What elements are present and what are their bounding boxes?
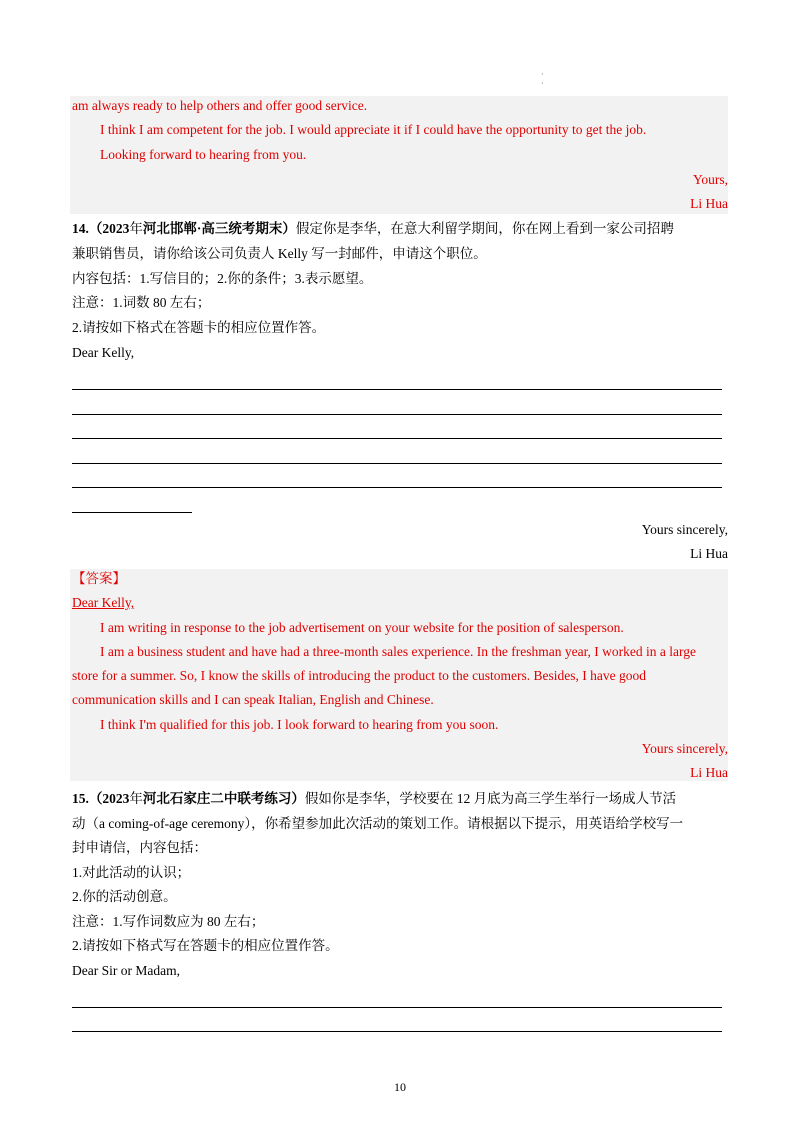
q15-source-open: （2023 [88, 791, 130, 806]
answer-line [72, 1031, 722, 1032]
q14-signature: Li Hua [690, 546, 728, 561]
answer-closing: Yours sincerely, [641, 741, 728, 756]
answer-paragraph: communication skills and I can speak Italian, English and Chinese. [72, 692, 434, 707]
q15-item1: 1.对此活动的认识； [72, 865, 191, 880]
prev-answer-line: am always ready to help others and offer good service. [72, 98, 368, 113]
q14-source-name: 河北邯郸·高三统考期末） [142, 221, 296, 236]
q14-note2: 2.请按如下格式在答题卡的相应位置作答。 [72, 320, 326, 335]
prev-answer-closing: Yours, [692, 172, 728, 187]
answer-signature: Li Hua [690, 765, 728, 780]
answer-paragraph: I am a business student and have had a three-month sales experience. In the freshman year, I worked in a large [100, 644, 696, 659]
q14-prompt-line2: 兼职销售员，请你给该公司负责人 Kelly 写一封邮件，申请这个职位。 [72, 246, 487, 261]
q15-salutation: Dear Sir or Madam, [72, 963, 180, 978]
q14-prompt-text: 假定你是李华，在意大利留学期间，你在网上看到一家公司招聘 [295, 221, 674, 236]
q15-prompt-text: 假如你是李华，学校要在 12 月底为高三学生举行一场成人节活 [304, 791, 677, 806]
page-number: 10 [394, 1080, 406, 1094]
q14-salutation: Dear Kelly, [72, 345, 135, 360]
q15-note2: 2.请按如下格式写在答题卡的相应位置作答。 [72, 938, 339, 953]
q14-content: 内容包括：1.写信目的；2.你的条件；3.表示愿望。 [72, 271, 373, 286]
answer-line [72, 414, 722, 415]
answer-line [72, 463, 722, 464]
q14-closing: Yours sincerely, [641, 522, 728, 537]
answer-salutation: Dear Kelly, [72, 595, 135, 610]
q15-number: 15. [72, 791, 89, 806]
q14-source-nian: 年 [129, 221, 143, 236]
header-dots: · · [541, 70, 544, 88]
q15-prompt-line2: 动（a coming-of-age ceremony），你希望参加此次活动的策划工作。请根据以下提示，用英语给学校写一 [72, 816, 684, 831]
q15-prompt-line1 [72, 790, 676, 808]
q15-prompt-line3: 封申请信，内容包括： [72, 840, 207, 855]
answer-label: 【答案】 [72, 571, 126, 586]
q15-source-name: 河北石家庄二中联考练习） [142, 791, 305, 806]
q14-prompt-line1 [72, 220, 674, 238]
answer-paragraph: I am writing in response to the job advertisement on your website for the position of salesperson. [100, 620, 624, 635]
answer-line [72, 438, 722, 439]
prev-answer-line: Looking forward to hearing from you. [100, 147, 307, 162]
q15-source-nian: 年 [129, 791, 143, 806]
answer-line [72, 1007, 722, 1008]
q14-source-open: （2023 [88, 221, 130, 236]
answer-paragraph: store for a summer. So, I know the skills of introducing the product to the customers. Besides, I have good [72, 668, 647, 683]
answer-line-short [72, 512, 192, 513]
prev-answer-signature: Li Hua [690, 196, 728, 211]
answer-line [72, 389, 722, 390]
q15-note1: 注意：1.写作词数应为 80 左右； [72, 914, 265, 929]
answer-paragraph: I think I'm qualified for this job. I look forward to hearing from you soon. [100, 717, 499, 732]
q14-note1: 注意：1.词数 80 左右； [72, 295, 211, 310]
prev-answer-line: I think I am competent for the job. I would appreciate it if I could have the opportunity to get the job. [100, 122, 647, 137]
q14-number: 14. [72, 221, 89, 236]
q15-item2: 2.你的活动创意。 [72, 889, 177, 904]
answer-line [72, 487, 722, 488]
